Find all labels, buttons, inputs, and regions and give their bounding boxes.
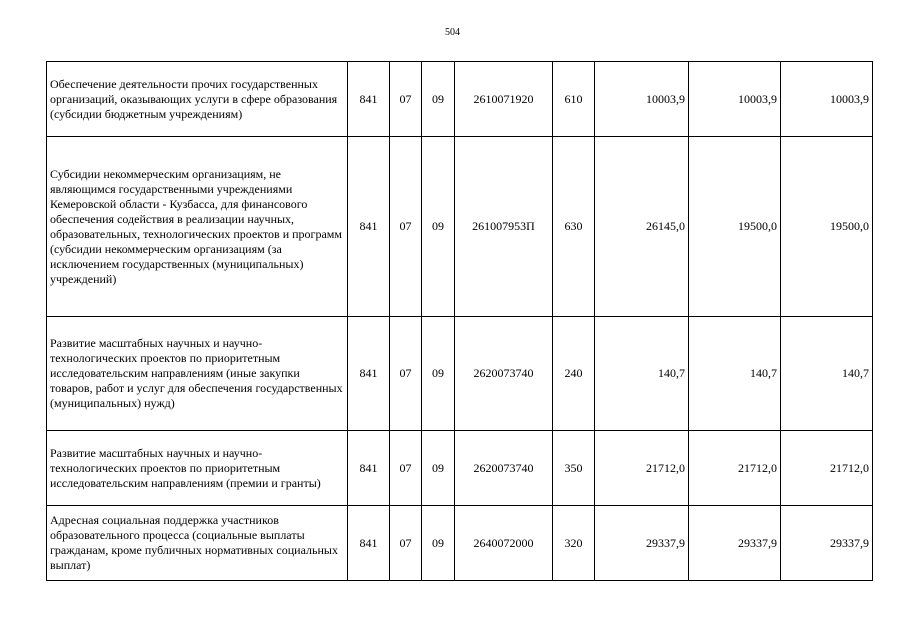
target-article-code: 261007953П bbox=[455, 137, 553, 317]
expense-type-code: 240 bbox=[553, 317, 595, 431]
amount-year-2: 29337,9 bbox=[689, 506, 781, 581]
section-code: 07 bbox=[390, 62, 422, 137]
row-description: Адресная социальная поддержка участников образовательного процесса (социальные выплаты гражданам, кроме публичных нормативных социальных выплат) bbox=[47, 506, 348, 581]
amount-year-1: 21712,0 bbox=[595, 431, 689, 506]
section-code: 07 bbox=[390, 431, 422, 506]
expense-type-code: 630 bbox=[553, 137, 595, 317]
table-row bbox=[47, 137, 873, 317]
amount-year-3: 21712,0 bbox=[781, 431, 873, 506]
target-article-code: 2610071920 bbox=[455, 62, 553, 137]
row-description: Развитие масштабных научных и научно-технологических проектов по приоритетным исследовательским направлениям (премии и гранты) bbox=[47, 431, 348, 506]
expense-type-code: 610 bbox=[553, 62, 595, 137]
section-code: 07 bbox=[390, 506, 422, 581]
row-description: Развитие масштабных научных и научно-технологических проектов по приоритетным исследовательским направлениям (иные закупки товаров, работ и услуг для обеспечения государственных (муниципальных) нужд) bbox=[47, 317, 348, 431]
table-row bbox=[47, 317, 873, 431]
section-code: 07 bbox=[390, 137, 422, 317]
amount-year-1: 29337,9 bbox=[595, 506, 689, 581]
target-article-code: 2640072000 bbox=[455, 506, 553, 581]
expense-type-code: 350 bbox=[553, 431, 595, 506]
amount-year-1: 10003,9 bbox=[595, 62, 689, 137]
table-row bbox=[47, 506, 873, 581]
amount-year-3: 29337,9 bbox=[781, 506, 873, 581]
subsection-code: 09 bbox=[422, 137, 455, 317]
grbs-code: 841 bbox=[348, 506, 390, 581]
subsection-code: 09 bbox=[422, 506, 455, 581]
table-row bbox=[47, 431, 873, 506]
target-article-code: 2620073740 bbox=[455, 431, 553, 506]
target-article-code: 2620073740 bbox=[455, 317, 553, 431]
budget-table bbox=[46, 61, 873, 581]
amount-year-2: 21712,0 bbox=[689, 431, 781, 506]
expense-type-code: 320 bbox=[553, 506, 595, 581]
amount-year-1: 140,7 bbox=[595, 317, 689, 431]
subsection-code: 09 bbox=[422, 317, 455, 431]
amount-year-1: 26145,0 bbox=[595, 137, 689, 317]
page-number: 504 bbox=[445, 27, 460, 38]
amount-year-3: 10003,9 bbox=[781, 62, 873, 137]
amount-year-2: 10003,9 bbox=[689, 62, 781, 137]
amount-year-3: 140,7 bbox=[781, 317, 873, 431]
table-row bbox=[47, 62, 873, 137]
subsection-code: 09 bbox=[422, 431, 455, 506]
grbs-code: 841 bbox=[348, 62, 390, 137]
amount-year-3: 19500,0 bbox=[781, 137, 873, 317]
amount-year-2: 19500,0 bbox=[689, 137, 781, 317]
grbs-code: 841 bbox=[348, 317, 390, 431]
subsection-code: 09 bbox=[422, 62, 455, 137]
grbs-code: 841 bbox=[348, 137, 390, 317]
row-description: Обеспечение деятельности прочих государственных организаций, оказывающих услуги в сфере образования (субсидии бюджетным учреждениям) bbox=[47, 62, 348, 137]
section-code: 07 bbox=[390, 317, 422, 431]
amount-year-2: 140,7 bbox=[689, 317, 781, 431]
row-description: Субсидии некоммерческим организациям, не являющимся государственными учреждениями Кемеровской области - Кузбасса, для финансового обеспечения содействия в реализации научных, образовательных, технологических проектов и программ (субсидии некоммерческим организациям (за исключением государственных (муниципальных) учреждений) bbox=[47, 137, 348, 317]
grbs-code: 841 bbox=[348, 431, 390, 506]
